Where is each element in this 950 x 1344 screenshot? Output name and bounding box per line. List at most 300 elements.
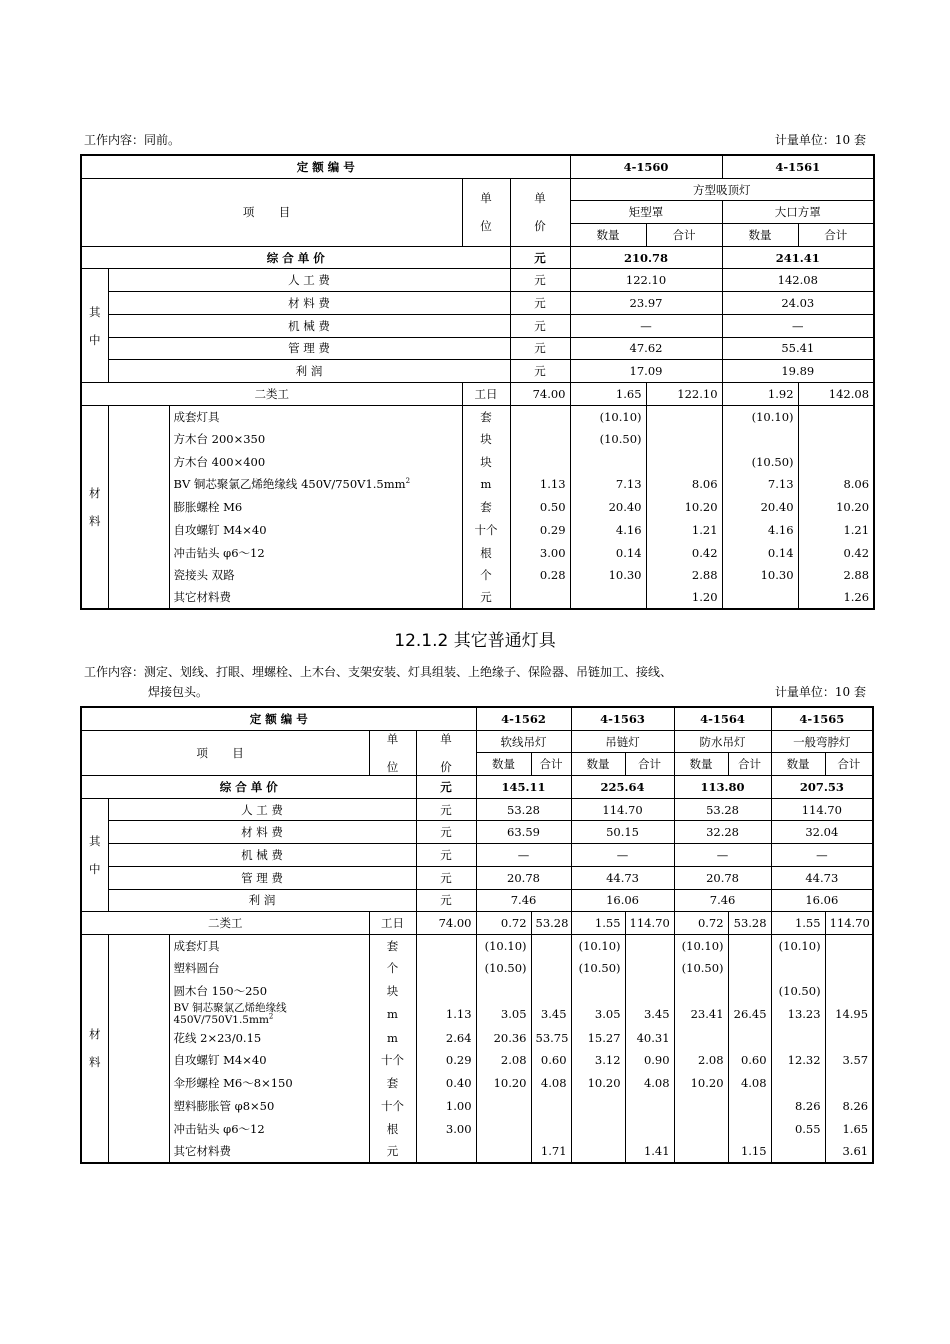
- item-name: 吊链灯: [571, 730, 674, 753]
- labor-cell: 1.92: [722, 382, 798, 405]
- material-cell: [476, 980, 531, 1003]
- qty-header: 数量: [570, 224, 646, 247]
- material-cell: [531, 957, 571, 980]
- material-cell: (10.10): [570, 405, 646, 428]
- item-name: 矩型罩: [570, 201, 722, 224]
- material-name: [169, 519, 462, 542]
- material-price: [510, 428, 570, 451]
- item-header: 项 目: [81, 730, 369, 775]
- material-cell: 20.40: [570, 496, 646, 519]
- material-row: [81, 519, 874, 542]
- material-cell: [570, 587, 646, 610]
- cost-value: —: [722, 314, 874, 337]
- labor-cell: 53.28: [531, 912, 571, 935]
- quota-code: 4-1563: [571, 707, 674, 730]
- material-unit: 块: [462, 450, 510, 473]
- material-cell: 7.13: [722, 473, 798, 496]
- material-name: [169, 541, 462, 564]
- material-cell: 1.20: [646, 587, 722, 610]
- material-price: 3.00: [510, 541, 570, 564]
- material-cell: [825, 1072, 873, 1095]
- material-name-text: 其它材料费: [173, 1143, 231, 1158]
- costs-body-2: [81, 798, 873, 911]
- composite-value: 210.78: [570, 246, 722, 269]
- material-name: [169, 405, 462, 428]
- material-cell: (10.50): [722, 450, 798, 473]
- material-cell: [728, 1117, 771, 1140]
- cost-label: 人 工 费: [108, 269, 510, 292]
- cost-row: [81, 889, 873, 912]
- material-cell: [571, 980, 625, 1003]
- cost-value: 24.03: [722, 292, 874, 315]
- cost-value: 23.97: [570, 292, 722, 315]
- cost-unit: 元: [416, 798, 476, 821]
- material-name: [169, 1002, 369, 1026]
- quota-code: 4-1565: [771, 707, 873, 730]
- material-unit: 十个: [369, 1095, 416, 1118]
- section-title: 12.1.2 其它普通灯具: [394, 631, 556, 651]
- material-cell: 1.65: [825, 1117, 873, 1140]
- labor-unit: 工日: [369, 912, 416, 935]
- cost-value: 16.06: [571, 889, 674, 912]
- material-cell: 7.13: [570, 473, 646, 496]
- material-name: [169, 1117, 369, 1140]
- labor-cell: 142.08: [798, 382, 874, 405]
- price-header: 单 价: [510, 178, 570, 246]
- labor-cell: 1.65: [570, 382, 646, 405]
- material-name: [169, 564, 462, 587]
- cost-value: 32.28: [674, 821, 771, 844]
- cost-value: 16.06: [771, 889, 873, 912]
- material-cell: 10.30: [570, 564, 646, 587]
- cost-value: 32.04: [771, 821, 873, 844]
- material-cell: [825, 957, 873, 980]
- material-name-sup: 2: [405, 477, 411, 486]
- material-cell: 4.16: [722, 519, 798, 542]
- qty-header: 数量: [771, 753, 825, 776]
- materials-body-2: [81, 934, 873, 1162]
- material-cell: 53.75: [531, 1026, 571, 1049]
- material-cell: 14.95: [825, 1002, 873, 1026]
- material-cell: [531, 1117, 571, 1140]
- material-unit: 元: [369, 1140, 416, 1163]
- material-cell: [728, 980, 771, 1003]
- material-row: [81, 450, 874, 473]
- material-name: [169, 957, 369, 980]
- cost-value: 53.28: [476, 798, 571, 821]
- material-price: [416, 1140, 476, 1163]
- material-cell: 10.30: [722, 564, 798, 587]
- material-cell: [674, 1140, 728, 1163]
- material-cell: 3.05: [571, 1002, 625, 1026]
- cost-value: 44.73: [571, 866, 674, 889]
- material-unit: 套: [462, 496, 510, 519]
- quota-code: 4-1560: [570, 155, 722, 178]
- work-content-2-line2: 焊接包头。: [148, 685, 209, 699]
- material-cell: 2.08: [674, 1049, 728, 1072]
- cost-label: 材 料 费: [108, 292, 510, 315]
- cost-value: 53.28: [674, 798, 771, 821]
- material-cell: [825, 1026, 873, 1049]
- labor-label: 二类工: [81, 382, 462, 405]
- material-cell: 8.06: [646, 473, 722, 496]
- item-name: 防水吊灯: [674, 730, 771, 753]
- material-cell: 1.26: [798, 587, 874, 610]
- material-cell: [722, 428, 798, 451]
- composite-label: 综 合 单 价: [81, 246, 510, 269]
- material-unit: 元: [462, 587, 510, 610]
- composite-value: 145.11: [476, 776, 571, 799]
- cost-value: —: [771, 844, 873, 867]
- material-cell: 26.45: [728, 1002, 771, 1026]
- cost-value: —: [570, 314, 722, 337]
- material-cell: [571, 1140, 625, 1163]
- group-header: 方型吸顶灯: [570, 178, 874, 201]
- cost-value: 44.73: [771, 866, 873, 889]
- material-cell: [625, 1095, 674, 1118]
- material-unit: m: [369, 1002, 416, 1026]
- material-name-text: 冲击钻头 φ6～12: [173, 545, 265, 560]
- material-cell: (10.50): [570, 428, 646, 451]
- material-group-label: 材 料: [81, 934, 108, 1162]
- material-unit: 套: [369, 1072, 416, 1095]
- material-cell: (10.50): [674, 957, 728, 980]
- material-cell: 4.08: [728, 1072, 771, 1095]
- cost-value: 17.09: [570, 360, 722, 383]
- material-cell: 10.20: [571, 1072, 625, 1095]
- material-cell: 15.27: [571, 1026, 625, 1049]
- material-name-text: 成套灯具: [173, 409, 220, 424]
- composite-value: 225.64: [571, 776, 674, 799]
- material-name-text: 塑料膨胀管 φ8×50: [173, 1098, 275, 1113]
- material-cell: 8.06: [798, 473, 874, 496]
- material-cell: [646, 405, 722, 428]
- material-unit: m: [369, 1026, 416, 1049]
- material-cell: 2.88: [798, 564, 874, 587]
- material-row: [81, 564, 874, 587]
- cost-value: —: [674, 844, 771, 867]
- material-name-text: 伞形螺栓 M6～8×150: [173, 1076, 293, 1091]
- material-price: 1.13: [510, 473, 570, 496]
- material-cell: [771, 1026, 825, 1049]
- material-cell: [798, 428, 874, 451]
- quota-no-label: 定 额 编 号: [81, 707, 476, 730]
- cost-unit: 元: [510, 337, 570, 360]
- cost-value: 114.70: [771, 798, 873, 821]
- material-cell: [476, 1140, 531, 1163]
- quota-code: 4-1562: [476, 707, 571, 730]
- material-cell: [674, 1095, 728, 1118]
- material-cell: 0.60: [531, 1049, 571, 1072]
- material-unit: 十个: [369, 1049, 416, 1072]
- material-cell: 2.08: [476, 1049, 531, 1072]
- material-price: 0.40: [416, 1072, 476, 1095]
- composite-value: 241.41: [722, 246, 874, 269]
- cost-unit: 元: [416, 866, 476, 889]
- material-cell: 0.55: [771, 1117, 825, 1140]
- cost-label: 人 工 费: [108, 798, 416, 821]
- material-cell: [476, 1117, 531, 1140]
- material-cell: 8.26: [771, 1095, 825, 1118]
- measure-unit-1: 计量单位：10 套: [774, 133, 866, 147]
- qty-header: 数量: [571, 753, 625, 776]
- material-price: 1.00: [416, 1095, 476, 1118]
- material-name: [169, 1140, 369, 1163]
- material-price: 1.13: [416, 1002, 476, 1026]
- material-cell: [728, 934, 771, 957]
- material-name-text: 膨胀螺栓 M6: [173, 500, 243, 515]
- material-row: [81, 934, 873, 957]
- sum-header: 合计: [728, 753, 771, 776]
- cost-value: —: [476, 844, 571, 867]
- material-cell: 0.42: [798, 541, 874, 564]
- qizhong-label: 其 中: [81, 798, 108, 911]
- material-cell: 10.20: [646, 496, 722, 519]
- material-row: [81, 473, 874, 496]
- material-name: [169, 934, 369, 957]
- labor-cell: 53.28: [728, 912, 771, 935]
- material-cell: [531, 980, 571, 1003]
- material-name-text: 冲击钻头 φ6～12: [173, 1121, 265, 1136]
- material-cell: [625, 957, 674, 980]
- material-name-text: 成套灯具: [173, 938, 220, 953]
- item-name: 软线吊灯: [476, 730, 571, 753]
- material-cell: [825, 980, 873, 1003]
- material-price: [416, 934, 476, 957]
- qty-header: 数量: [674, 753, 728, 776]
- material-cell: 10.20: [476, 1072, 531, 1095]
- material-price: 0.50: [510, 496, 570, 519]
- material-name: [169, 587, 462, 610]
- material-unit: 套: [369, 934, 416, 957]
- material-price: 0.29: [510, 519, 570, 542]
- labor-label: 二类工: [81, 912, 369, 935]
- cost-value: 114.70: [571, 798, 674, 821]
- cost-label: 管 理 费: [108, 337, 510, 360]
- qizhong-label: 其 中: [81, 269, 108, 382]
- cost-value: 63.59: [476, 821, 571, 844]
- material-cell: [625, 980, 674, 1003]
- sum-header: 合计: [825, 753, 873, 776]
- material-price: 0.28: [510, 564, 570, 587]
- material-cell: 0.42: [646, 541, 722, 564]
- material-name-text: 花线 2×23/0.15: [173, 1030, 262, 1045]
- cost-unit: 元: [416, 844, 476, 867]
- labor-price: 74.00: [416, 912, 476, 935]
- cost-row: [81, 844, 873, 867]
- item-name: 大口方罩: [722, 201, 874, 224]
- cost-label: 管 理 费: [108, 866, 416, 889]
- material-name-text: BV 铜芯聚氯乙烯绝缘线 450V/750V1.5mm: [173, 1002, 287, 1027]
- material-unit: m: [462, 473, 510, 496]
- material-name-text: 其它材料费: [173, 590, 231, 605]
- material-cell: 1.21: [646, 519, 722, 542]
- material-unit: 个: [369, 957, 416, 980]
- material-cell: 8.26: [825, 1095, 873, 1118]
- material-name-text: 自攻螺钉 M4×40: [173, 522, 267, 537]
- material-unit: 块: [462, 428, 510, 451]
- material-cell: [571, 1117, 625, 1140]
- material-row: [81, 541, 874, 564]
- cost-unit: 元: [510, 360, 570, 383]
- material-cell: [646, 428, 722, 451]
- material-cell: 3.61: [825, 1140, 873, 1163]
- material-cell: (10.50): [571, 957, 625, 980]
- cost-value: 50.15: [571, 821, 674, 844]
- material-unit: 块: [369, 980, 416, 1003]
- cost-label: 材 料 费: [108, 821, 416, 844]
- material-cell: [570, 450, 646, 473]
- material-cell: (10.10): [722, 405, 798, 428]
- unit-header: 单 位: [462, 178, 510, 246]
- material-name: [169, 450, 462, 473]
- material-cell: 3.57: [825, 1049, 873, 1072]
- material-name: [169, 1026, 369, 1049]
- material-row: [81, 1049, 873, 1072]
- sum-header: 合计: [646, 224, 722, 247]
- material-cell: [674, 1026, 728, 1049]
- composite-value: 207.53: [771, 776, 873, 799]
- material-name-text: 自攻螺钉 M4×40: [173, 1053, 267, 1068]
- material-cell: [722, 587, 798, 610]
- material-cell: 0.90: [625, 1049, 674, 1072]
- labor-cell: 0.72: [674, 912, 728, 935]
- material-cell: [771, 1072, 825, 1095]
- material-row: [81, 428, 874, 451]
- material-cell: (10.50): [476, 957, 531, 980]
- material-row: [81, 980, 873, 1003]
- material-cell: 1.41: [625, 1140, 674, 1163]
- material-row: [81, 1072, 873, 1095]
- material-price: [510, 405, 570, 428]
- material-price: [416, 980, 476, 1003]
- material-name: [169, 473, 462, 496]
- labor-cell: 114.70: [825, 912, 873, 935]
- cost-label: 利 润: [108, 889, 416, 912]
- material-group-label: 材 料: [81, 405, 108, 609]
- cost-value: 7.46: [476, 889, 571, 912]
- cost-value: 142.08: [722, 269, 874, 292]
- material-cell: 3.05: [476, 1002, 531, 1026]
- material-name: [169, 1072, 369, 1095]
- material-name-text: 圆木台 150～250: [173, 984, 268, 999]
- material-name-text: 瓷接头 双路: [173, 568, 235, 583]
- material-cell: [646, 450, 722, 473]
- work-content-1: 工作内容：同前。: [84, 133, 181, 147]
- material-cell: 40.31: [625, 1026, 674, 1049]
- labor-cell: 1.55: [571, 912, 625, 935]
- quota-code: 4-1561: [722, 155, 874, 178]
- material-price: 0.29: [416, 1049, 476, 1072]
- material-row: [81, 1117, 873, 1140]
- material-cell: 1.15: [728, 1140, 771, 1163]
- material-cell: 0.14: [570, 541, 646, 564]
- composite-unit: 元: [510, 246, 570, 269]
- cost-unit: 元: [416, 821, 476, 844]
- quota-no-label: 定 额 编 号: [81, 155, 570, 178]
- quota-code: 4-1564: [674, 707, 771, 730]
- material-cell: [728, 1095, 771, 1118]
- material-cell: 2.88: [646, 564, 722, 587]
- material-cell: (10.10): [571, 934, 625, 957]
- cost-value: 20.78: [476, 866, 571, 889]
- material-spacer: [108, 934, 169, 1162]
- material-cell: 20.40: [722, 496, 798, 519]
- material-row: [81, 1095, 873, 1118]
- material-name-text: 塑料圆台: [173, 961, 220, 976]
- material-price: 3.00: [416, 1117, 476, 1140]
- material-cell: [771, 1140, 825, 1163]
- material-cell: [674, 1117, 728, 1140]
- labor-unit: 工日: [462, 382, 510, 405]
- material-cell: 3.12: [571, 1049, 625, 1072]
- material-name-sup: 2: [268, 1012, 274, 1021]
- material-name: [169, 1095, 369, 1118]
- material-cell: 4.16: [570, 519, 646, 542]
- cost-unit: 元: [510, 269, 570, 292]
- material-price: [416, 957, 476, 980]
- material-cell: [625, 934, 674, 957]
- material-cell: [825, 934, 873, 957]
- material-cell: 0.60: [728, 1049, 771, 1072]
- material-cell: 1.71: [531, 1140, 571, 1163]
- material-unit: 十个: [462, 519, 510, 542]
- composite-label: 综 合 单 价: [81, 776, 416, 799]
- material-cell: 0.14: [722, 541, 798, 564]
- materials-body-1: [81, 405, 874, 609]
- cost-unit: 元: [510, 314, 570, 337]
- material-cell: 13.23: [771, 1002, 825, 1026]
- material-cell: [798, 450, 874, 473]
- material-name: [169, 496, 462, 519]
- cost-unit: 元: [510, 292, 570, 315]
- cost-value: 20.78: [674, 866, 771, 889]
- material-cell: [571, 1095, 625, 1118]
- material-cell: [625, 1117, 674, 1140]
- cost-value: 19.89: [722, 360, 874, 383]
- material-cell: 4.08: [531, 1072, 571, 1095]
- material-cell: [531, 934, 571, 957]
- unit-header: 单 位: [369, 730, 416, 775]
- measure-unit-2: 计量单位：10 套: [774, 685, 866, 699]
- cost-value: 47.62: [570, 337, 722, 360]
- quota-table-1: [80, 154, 875, 610]
- material-cell: [674, 980, 728, 1003]
- item-header: 项 目: [81, 178, 462, 246]
- material-price: [510, 450, 570, 473]
- material-cell: 10.20: [798, 496, 874, 519]
- material-cell: (10.50): [771, 980, 825, 1003]
- material-unit: 个: [462, 564, 510, 587]
- material-name: [169, 980, 369, 1003]
- item-name: 一般弯脖灯: [771, 730, 873, 753]
- material-row: [81, 957, 873, 980]
- cost-row: [81, 866, 873, 889]
- labor-cell: 114.70: [625, 912, 674, 935]
- price-header: 单 价: [416, 730, 476, 775]
- cost-label: 利 润: [108, 360, 510, 383]
- cost-label: 机 械 费: [108, 844, 416, 867]
- material-cell: [728, 1026, 771, 1049]
- material-cell: 23.41: [674, 1002, 728, 1026]
- cost-label: 机 械 费: [108, 314, 510, 337]
- material-cell: [476, 1095, 531, 1118]
- composite-value: 113.80: [674, 776, 771, 799]
- cost-value: 55.41: [722, 337, 874, 360]
- cost-unit: 元: [416, 889, 476, 912]
- cost-value: 122.10: [570, 269, 722, 292]
- material-row: [81, 1026, 873, 1049]
